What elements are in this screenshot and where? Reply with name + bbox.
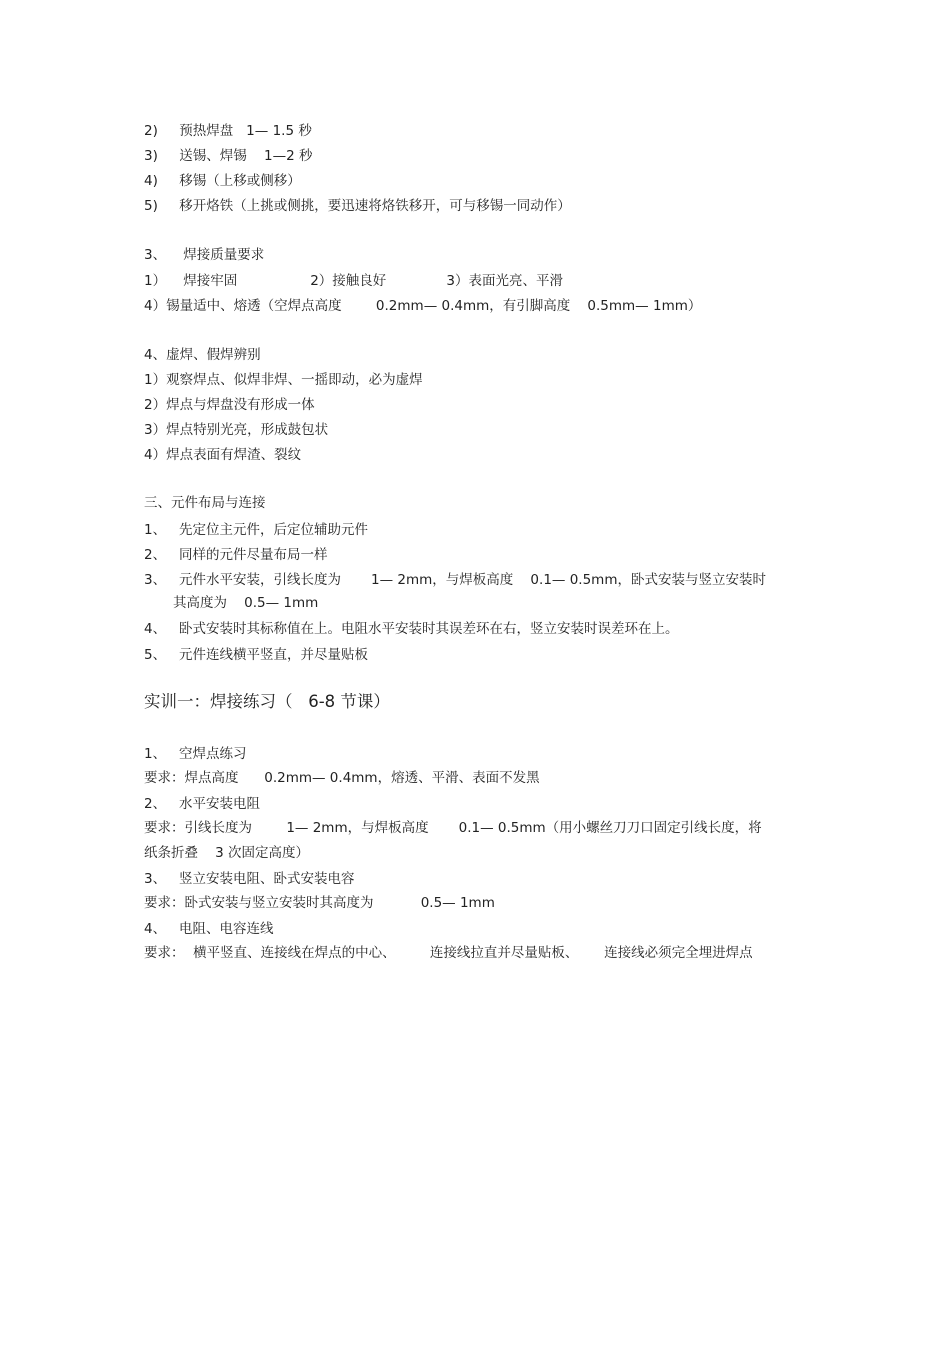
practice-item-3-requirement: 要求：卧式安装与竖立安装时其高度为 0.5— 1mm [144,895,495,911]
cold-joint-item-1: 1）观察焊点、似焊非焊、一摇即动，必为虚焊 [144,372,423,388]
practice-item-2: 2、 水平安装电阻 [144,796,260,812]
layout-item-1: 1、 先定位主元件，后定位辅助元件 [144,522,368,538]
section-4-cold-joint-heading: 4、虚焊、假焊辨别 [144,347,261,363]
section-3-quality-heading: 3、 焊接质量要求 [144,247,265,263]
step-5-remove-iron: 5) 移开烙铁（上挑或侧挑，要迅速将烙铁移开，可与移锡一同动作） [144,198,571,214]
cold-joint-item-4: 4）焊点表面有焊渣、裂纹 [144,447,302,463]
practice-item-1: 1、 空焊点练习 [144,746,247,762]
step-2-preheat: 2) 预热焊盘 1— 1.5 秒 [144,123,312,139]
step-3-feed-solder: 3) 送锡、焊锡 1—2 秒 [144,148,313,164]
layout-item-3-continued: 其高度为 0.5— 1mm [173,595,319,611]
layout-item-2: 2、 同样的元件尽量布局一样 [144,547,328,563]
quality-items-1-3: 1） 焊接牢固 2）接触良好 3）表面光亮、平滑 [144,273,563,289]
layout-item-5: 5、 元件连线横平竖直，并尽量贴板 [144,647,368,663]
layout-item-3: 3、 元件水平安装，引线长度为 1— 2mm，与焊板高度 0.1— 0.5mm，卧式安装与竖立安装时 [144,572,766,588]
step-4-move-solder: 4) 移锡（上移或侧移） [144,173,301,189]
practice-item-4-requirement: 要求： 横平竖直、连接线在焊点的中心、 连接线拉直并尽量贴板、 连接线必须完全埋进焊点 [144,945,753,961]
practice-item-2-requirement: 要求：引线长度为 1— 2mm，与焊板高度 0.1— 0.5mm（用小螺丝刀刀口固定引线长度，将 [144,820,762,836]
practice-item-4: 4、 电阻、电容连线 [144,921,274,937]
quality-item-4: 4）锡量适中、熔透（空焊点高度 0.2mm— 0.4mm，有引脚高度 0.5mm— 1mm） [144,298,702,314]
cold-joint-item-2: 2）焊点与焊盘没有形成一体 [144,397,315,413]
section-three-layout-heading: 三、元件布局与连接 [144,495,266,511]
practice-item-2-requirement-continued: 纸条折叠 3 次固定高度） [144,845,310,861]
layout-item-4: 4、 卧式安装时其标称值在上。电阻水平安装时其误差环在右，竖立安装时误差环在上。 [144,621,679,637]
practice-item-1-requirement: 要求：焊点高度 0.2mm— 0.4mm，熔透、平滑、表面不发黑 [144,770,540,786]
practice-one-title: 实训一：焊接练习（ 6-8 节课） [144,692,390,711]
practice-item-3: 3、 竖立安装电阻、卧式安装电容 [144,871,355,887]
cold-joint-item-3: 3）焊点特别光亮，形成鼓包状 [144,422,329,438]
